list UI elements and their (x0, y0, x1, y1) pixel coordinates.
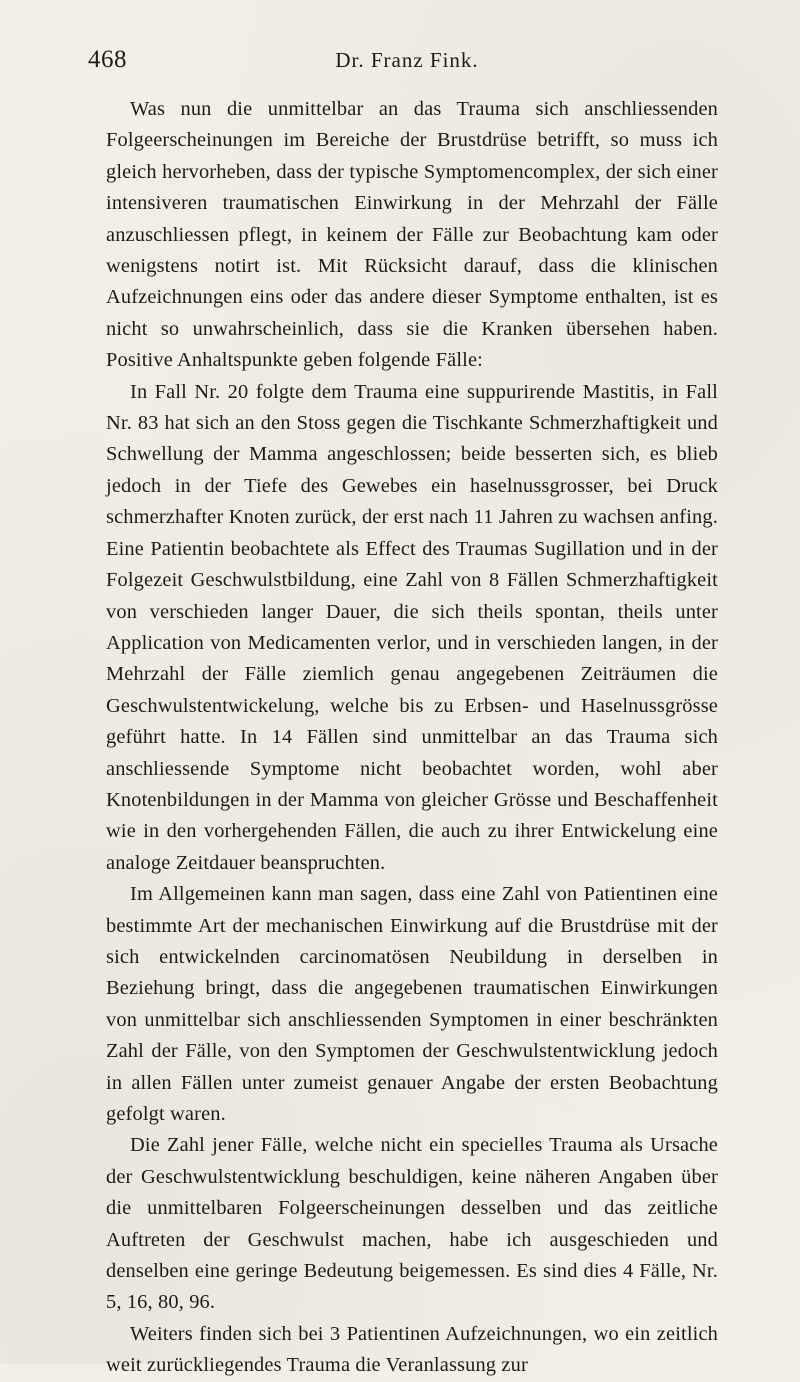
paragraph: Die Zahl jener Fälle, welche nicht ein specielles Trauma als Ursache der Geschwulstentwicklung beschuldigen, keine näheren Angaben über die unmittelbaren Folgeerscheinungen desselben und das zeitliche Auftreten der Geschwulst machen, habe ich ausgeschieden und denselben eine geringe Bedeutung beigemessen. Es sind dies 4 Fälle, Nr. 5, 16, 80, 96. (106, 1134, 718, 1314)
paragraph: Weiters finden sich bei 3 Patientinen Aufzeichnungen, wo ein zeitlich weit zurückliegendes Trauma die Veranlassung zur (106, 1322, 718, 1377)
page-header (88, 46, 726, 76)
paragraph: Im Allgemeinen kann man sagen, dass eine Zahl von Patientinen eine bestimmte Art der mechanischen Einwirkung auf die Brustdrüse mit der sich entwickelnden carcinomatösen Neubildung in derselben in Beziehung bringt, dass die angegebenen traumatischen Einwirkungen von unmittelbar sich anschliessenden Symptomen in einer beschränkten Zahl der Fälle, von den Symptomen der Geschwulstentwicklung jedoch in allen Fällen unter zumeist genauer Angabe der ersten Beobachtung gefolgt waren. (106, 883, 718, 1125)
paragraph: Was nun die unmittelbar an das Trauma sich anschliessenden Folgeerscheinungen im Bereiche der Brustdrüse betrifft, so muss ich gleich hervorheben, dass der typische Symptomencomplex, der sich einer intensiveren traumatischen Einwirkung in der Mehrzahl der Fälle anzuschliessen pflegt, in keinem der Fälle zur Beobachtung kam oder wenigstens notirt ist. Mit Rücksicht darauf, dass die klinischen Aufzeichnungen eins oder das andere dieser Symptome enthalten, ist es nicht so unwahrscheinlich, dass sie die Kranken übersehen haben. Positive Anhaltspunkte geben folgende Fälle: (106, 98, 718, 372)
running-head: Dr. Franz Fink. (335, 48, 479, 72)
body-text (106, 94, 718, 1382)
paragraph: In Fall Nr. 20 folgte dem Trauma eine suppurirende Mastitis, in Fall Nr. 83 hat sich an den Stoss gegen die Tischkante Schmerzhaftigkeit und Schwellung der Mamma angeschlossen; beide besserten sich, es blieb jedoch in der Tiefe des Gewebes ein haselnussgrosser, bei Druck schmerzhafter Knoten zurück, der erst nach 11 Jahren zu wachsen anfing. Eine Patientin beobachtete als Effect des Traumas Sugillation und in der Folgezeit Geschwulstbildung, eine Zahl von 8 Fällen Schmerzhaftigkeit von verschieden langer Dauer, die sich theils spontan, theils unter Application von Medicamenten verlor, und in verschieden langen, in der Mehrzahl der Fälle ziemlich genau angegebenen Zeiträumen die Geschwulstentwickelung, welche bis zu Erbsen- und Haselnussgrösse geführt hatte. In 14 Fällen sind unmittelbar an das Trauma sich anschliessende Symptome nicht beobachtet worden, wohl aber Knotenbildungen in der Mamma von gleicher Grösse und Beschaffenheit wie in den vorhergehenden Fällen, die auch zu ihrer Entwickelung eine analoge Zeitdauer beanspruchten. (106, 380, 718, 874)
page-number: 468 (88, 46, 127, 73)
